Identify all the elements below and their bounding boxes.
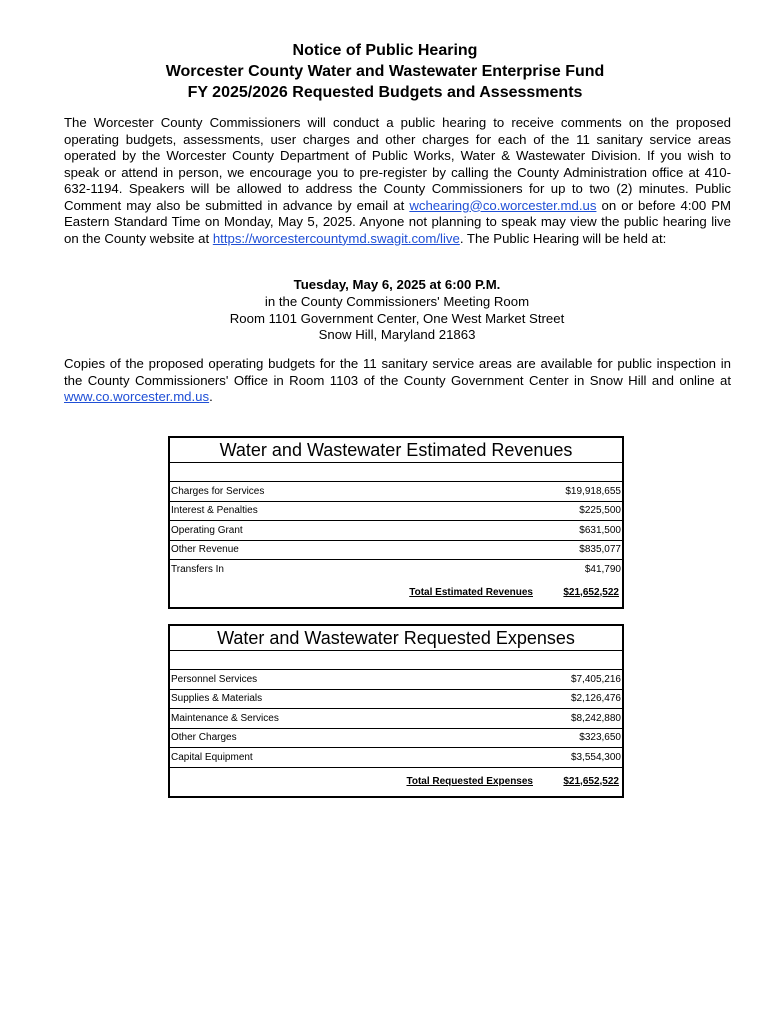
intro-text-2: on or before 4:00 PM Eastern Standard Time on Monday, May 5, 2025. Anyone not planning to speak may view the public hearing live on the County website at (64, 197, 731, 246)
row-value: $7,405,216 (570, 673, 621, 685)
row-label: Personnel Services (171, 673, 258, 685)
row-value: $835,077 (579, 544, 621, 556)
table-spacer-row (170, 463, 622, 482)
county-website-link[interactable]: www.co.worcester.md.us (64, 389, 210, 404)
intro-paragraph (64, 115, 731, 247)
row-label: Capital Equipment (171, 751, 253, 763)
intro-text: The Worcester County Commissioners will conduct a public hearing to receive comments on the proposed operating budgets, assessments, user charges and other charges for each of the 11 sanitary service areas operated by the Worcester County Department of Public Works, Water & Wastewater Division. If you wish to speak or attend in person, we encourage you to pre-register by calling the County Administration office at 410-632-1194. Speakers will be allowed to address the County Commissioners for up to two (2) minutes. Public Comment may also be submitted in advance by email at (64, 115, 731, 213)
total-value: $21,652,522 (563, 775, 619, 787)
row-label: Transfers In (171, 563, 224, 575)
row-value: $41,790 (584, 563, 621, 575)
total-value: $21,652,522 (563, 586, 619, 598)
total-label: Total Estimated Revenues (409, 586, 533, 598)
table-spacer-row (170, 651, 622, 670)
table-row (170, 482, 622, 502)
row-label: Charges for Services (171, 485, 265, 497)
revenues-table (168, 436, 624, 609)
hearing-city: Snow Hill, Maryland 21863 (318, 327, 476, 342)
intro-text-3: . The Public Hearing will be held at: (459, 230, 667, 246)
fund-title: Worcester County Water and Wastewater Enterprise Fund (165, 63, 605, 80)
revenues-total-row (170, 579, 622, 607)
row-value: $19,918,655 (565, 485, 621, 497)
expenses-total-row (170, 768, 622, 796)
row-value: $631,500 (579, 524, 621, 536)
budget-title: FY 2025/2026 Requested Budgets and Assessments (187, 84, 583, 101)
row-value: $2,126,476 (570, 693, 621, 705)
hearing-address: Room 1101 Government Center, One West Market Street (229, 311, 565, 326)
table-row (170, 729, 622, 749)
table-row (170, 690, 622, 710)
expenses-table (168, 624, 624, 798)
row-value: $323,650 (579, 732, 621, 744)
table-row (170, 541, 622, 561)
row-label: Operating Grant (171, 524, 243, 536)
copies-paragraph (64, 356, 731, 406)
table-row (170, 748, 622, 768)
email-link[interactable]: wchearing@co.worcester.md.us (409, 197, 597, 213)
row-label: Maintenance & Services (171, 712, 279, 724)
table-row (170, 670, 622, 690)
revenues-table-title: Water and Wastewater Estimated Revenues (170, 438, 622, 463)
row-label: Other Charges (171, 732, 237, 744)
table-row (170, 521, 622, 541)
row-value: $225,500 (579, 505, 621, 517)
row-value: $8,242,880 (570, 712, 621, 724)
hearing-date-time: Tuesday, May 6, 2025 at 6:00 P.M. (293, 277, 501, 292)
table-row (170, 709, 622, 729)
total-label: Total Requested Expenses (406, 775, 533, 787)
row-label: Interest & Penalties (171, 505, 258, 517)
copies-end: . (209, 389, 213, 404)
hearing-room: in the County Commissioners' Meeting Room (264, 294, 530, 309)
table-row (170, 502, 622, 522)
live-stream-link[interactable]: https://worcestercountymd.swagit.com/live (212, 230, 460, 246)
row-label: Supplies & Materials (171, 693, 263, 705)
row-label: Other Revenue (171, 544, 239, 556)
table-row (170, 560, 622, 579)
notice-title: Notice of Public Hearing (292, 42, 478, 59)
row-value: $3,554,300 (570, 751, 621, 763)
copies-text: Copies of the proposed operating budgets for the 11 sanitary service areas are available for public inspection in the County Commissioners' Office in Room 1103 of the County Government Center in Snow Hill and online at (64, 356, 731, 388)
expenses-table-title: Water and Wastewater Requested Expenses (170, 626, 622, 651)
